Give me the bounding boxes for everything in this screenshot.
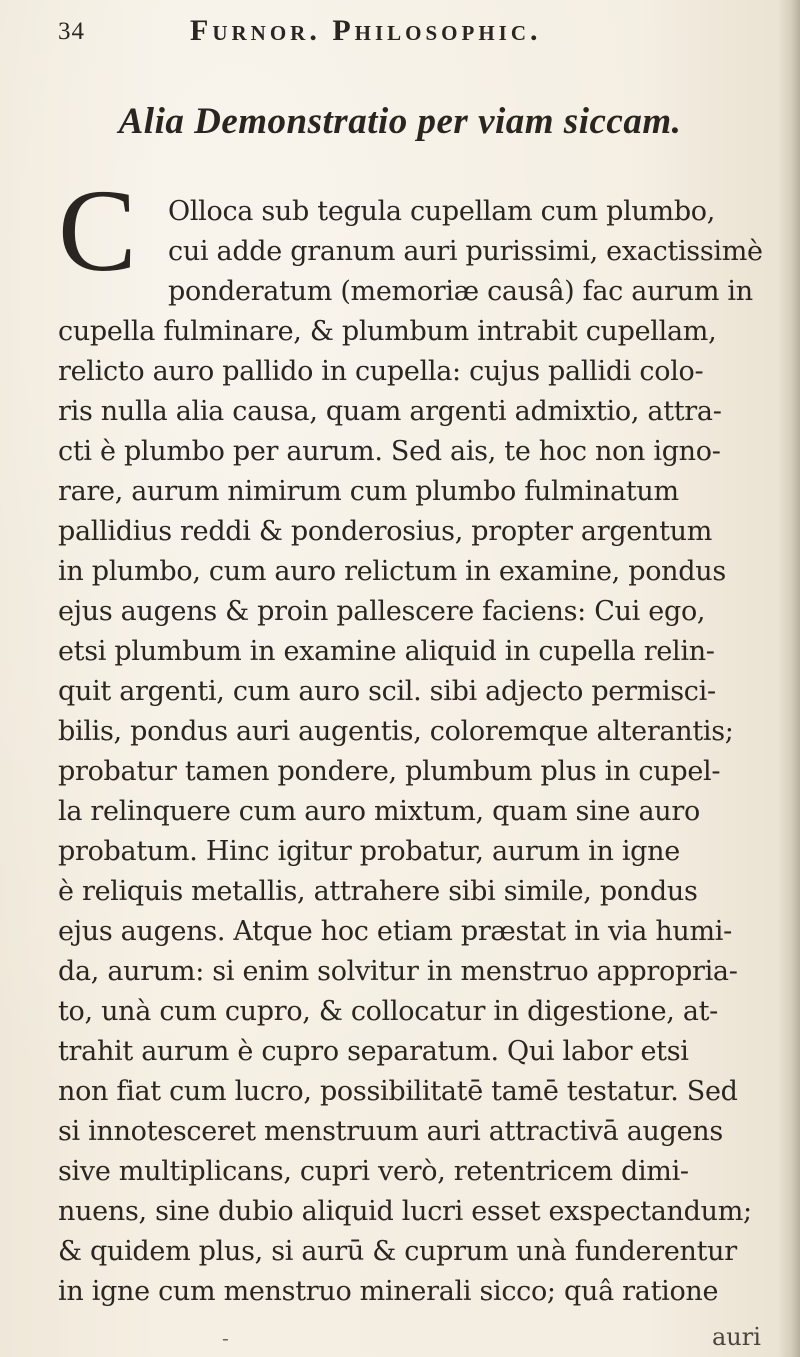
text-line: cui adde granum auri purissimi, exactissimè — [168, 236, 763, 267]
page-header — [58, 14, 738, 54]
text-line: cupella fulminare, & plumbum intrabit cupellam, — [58, 316, 717, 347]
text-line: to, unà cum cupro, & collocatur in digestione, at- — [58, 996, 719, 1027]
text-line: ris nulla alia causa, quam argenti admixtio, attra- — [58, 396, 722, 427]
text-line: la relinquere cum auro mixtum, quam sine auro — [58, 796, 700, 827]
page-number: 34 — [58, 18, 85, 45]
text-line: pallidius reddi & ponderosius, propter argentum — [58, 516, 713, 547]
drop-cap-initial: C — [58, 165, 137, 296]
text-line: probatur tamen pondere, plumbum plus in cupel- — [58, 756, 721, 787]
text-line: in plumbo, cum auro relictum in examine, pondus — [58, 556, 726, 587]
text-line: Olloca sub tegula cupellam cum plumbo, — [168, 196, 716, 227]
text-line: sive multiplicans, cupri verò, retentricem dimi- — [58, 1156, 689, 1187]
text-line: cti è plumbo per aurum. Sed ais, te hoc non igno- — [58, 436, 721, 467]
text-line: bilis, pondus auri augentis, coloremque alterantis; — [58, 716, 734, 747]
text-line: ponderatum (memoriæ causâ) fac aurum in — [168, 276, 753, 307]
text-line: è reliquis metallis, attrahere sibi simile, pondus — [58, 876, 698, 907]
text-line: quit argenti, cum auro scil. sibi adjecto permisci- — [58, 676, 716, 707]
catchword: auri — [712, 1323, 761, 1351]
running-head: Furnor. Philosophic. — [190, 14, 542, 47]
text-line: rare, aurum nimirum cum plumbo fulminatum — [58, 476, 679, 507]
text-line: ejus augens. Atque hoc etiam præstat in via humi- — [58, 916, 732, 947]
page-gutter-shadow — [778, 0, 800, 1357]
text-line: ejus augens & proin pallescere faciens: Cui ego, — [58, 596, 706, 627]
text-line: relicto auro pallido in cupella: cujus pallidi colo- — [58, 356, 704, 387]
text-line: in igne cum menstruo minerali sicco; quâ ratione — [58, 1276, 719, 1307]
text-line: & quidem plus, si aurū & cuprum unà funderentur — [58, 1236, 737, 1267]
text-line: trahit aurum è cupro separatum. Qui labor etsi — [58, 1036, 689, 1067]
text-line: non fiat cum lucro, possibilitatē tamē testatur. Sed — [58, 1076, 738, 1107]
text-line: da, aurum: si enim solvitur in menstruo appropria- — [58, 956, 738, 987]
ink-mark: - — [222, 1326, 229, 1350]
text-line: nuens, sine dubio aliquid lucri esset exspectandum; — [58, 1196, 752, 1227]
text-line: si innotesceret menstruum auri attractivā augens — [58, 1116, 723, 1147]
text-line: etsi plumbum in examine aliquid in cupella relin- — [58, 636, 715, 667]
section-title: Alia Demonstratio per viam siccam. — [118, 101, 682, 142]
text-line: probatum. Hinc igitur probatur, aurum in igne — [58, 836, 680, 867]
